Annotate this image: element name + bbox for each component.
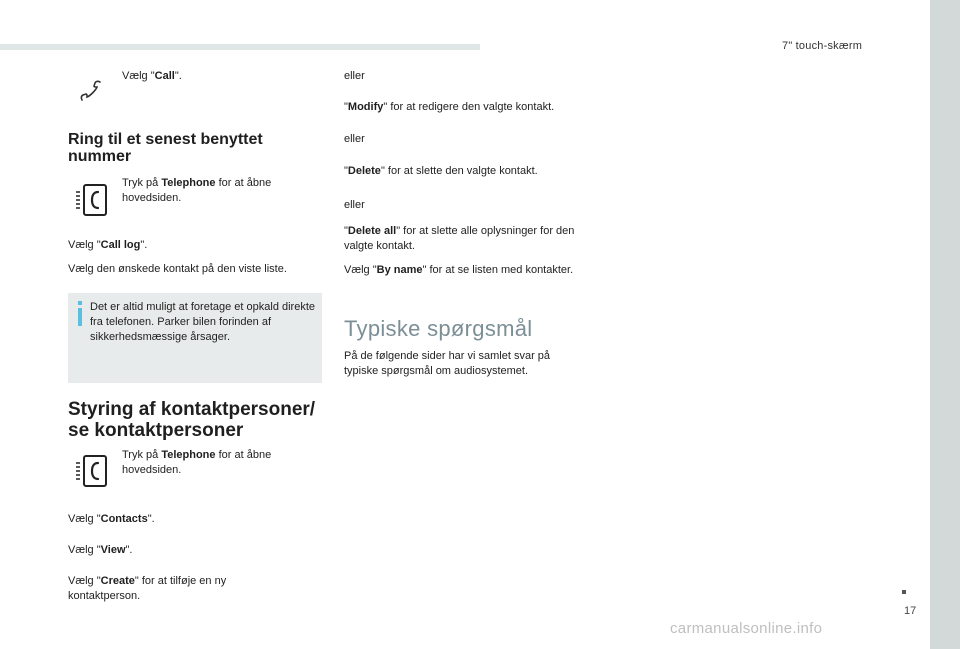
heading-recent-number: Ring til et senest benyttet nummer bbox=[68, 131, 263, 165]
info-icon bbox=[76, 301, 84, 327]
page-number: 17 bbox=[904, 605, 917, 617]
telephone-button-icon bbox=[74, 182, 108, 218]
page-marker bbox=[902, 590, 906, 594]
info-note-text: Det er altid muligt at foretage et opkald direkte fra telefonen. Parker bilen forinden af sikkerhedsmæssige årsager. bbox=[90, 301, 316, 343]
top-rule bbox=[0, 44, 480, 50]
tap-telephone-1: Tryk på Telephone for at åbne hovedsiden. bbox=[122, 177, 272, 204]
tap-telephone-2: Tryk på Telephone for at åbne hovedsiden. bbox=[122, 449, 272, 476]
heading-contacts: Styring af kontaktpersoner/ se kontaktpersoner bbox=[68, 399, 316, 441]
delete-all-instruction: "Delete all" for at slette alle oplysninger for den valgte kontakt. bbox=[344, 225, 575, 252]
view-instruction: Vælg "View". bbox=[68, 544, 133, 556]
faq-text: På de følgende sider har vi samlet svar på typiske spørgsmål om audiosystemet. bbox=[344, 350, 551, 377]
delete-instruction: "Delete" for at slette den valgte kontakt. bbox=[344, 165, 538, 177]
create-instruction: Vælg "Create" for at tilføje en ny kontaktperson. bbox=[68, 575, 227, 602]
watermark: carmanualsonline.info bbox=[670, 620, 823, 637]
chapter-title: 7" touch-skærm bbox=[782, 40, 863, 52]
choose-contact-text: Vælg den ønskede kontakt på den viste liste. bbox=[68, 263, 287, 275]
contacts-instruction: Vælg "Contacts". bbox=[68, 513, 155, 525]
call-instruction: Vælg "Call". bbox=[122, 70, 182, 82]
info-note bbox=[68, 293, 322, 383]
phone-handset-icon bbox=[78, 78, 104, 104]
right-margin-band bbox=[930, 0, 960, 649]
by-name-instruction: Vælg "By name" for at se listen med kontakter. bbox=[344, 264, 574, 276]
telephone-button-icon bbox=[74, 453, 108, 489]
or-text-2: eller bbox=[344, 133, 365, 145]
call-log-instruction: Vælg "Call log". bbox=[68, 239, 148, 251]
or-text-3: eller bbox=[344, 199, 365, 211]
modify-instruction: "Modify" for at redigere den valgte kontakt. bbox=[344, 101, 555, 113]
or-text-1: eller bbox=[344, 70, 365, 82]
heading-faq: Typiske spørgsmål bbox=[344, 316, 533, 341]
